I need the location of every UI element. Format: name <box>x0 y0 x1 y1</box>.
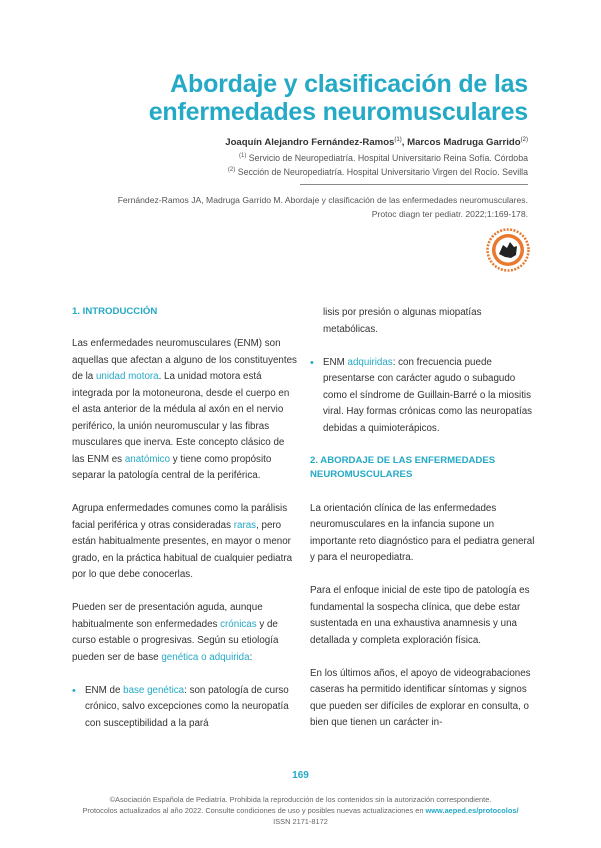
bullet-continuation: lisis por presión o algunas miopatías metabólicas. <box>323 307 482 335</box>
citation-line-1: Fernández-Ramos JA, Madruga Garrido M. Abordaje y clasificación de las enfermedades neuromusculares. <box>117 195 528 205</box>
citation-line-2: Protoc diagn ter pediatr. 2022;1:169-178. <box>371 209 528 219</box>
footer-link-aeped[interactable]: www.aeped.es/protocolos/ <box>425 806 519 815</box>
author-1-sup: (1) <box>394 137 402 143</box>
keyword-genetica-adquirida: genética o adquirida <box>161 651 250 663</box>
text-run: ENM de <box>85 684 124 696</box>
footer-copyright: ©Asociación Española de Pediatría. Prohibida la reproducción de los contenidos sin la autorización correspondiente. <box>109 795 492 804</box>
footer-protocols <box>0 806 601 815</box>
footer-issn: ISSN 2171-8172 <box>273 817 328 826</box>
text-run: y tiene como propósito separar la patología central de la periférica. <box>72 453 272 481</box>
keyword-base-genetica: base genética <box>123 684 185 696</box>
author-1: Joaquín Alejandro Fernández-Ramos <box>225 137 395 149</box>
text-run: . La unidad motora está integrada por la motoneurona, desde el cuerpo en el asta anterior de la médula al axón en el nervio periférico, la unión neuromuscular y las fibras musculares que inerva. Este concepto clásico de las ENM es <box>72 371 290 465</box>
paragraph <box>72 501 297 584</box>
affiliation-2 <box>58 167 528 177</box>
header-divider <box>300 184 528 185</box>
section-heading-abordaje: 2. ABORDAJE DE LAS ENFERMEDADES NEUROMUSCULARES <box>310 454 496 480</box>
paragraph <box>72 600 297 666</box>
authors-line <box>58 137 528 148</box>
author-separator: , <box>401 137 408 149</box>
text-run: Pueden ser de presentación aguda, aunque habitualmente son enfermedades <box>72 602 263 630</box>
paragraph: La orientación clínica de las enfermedades neuromusculares en la infancia supone un importante reto diagnóstico para el pediatra general y para el neuropediatra. <box>310 502 535 563</box>
text-run: ENM <box>323 356 348 368</box>
keyword-adquiridas: adquiridas <box>347 356 393 368</box>
affiliation-2-sup: (2) <box>227 167 236 174</box>
author-2: Marcos Madruga Garrido <box>407 137 521 149</box>
affiliation-2-text: Sección de Neuropediatría. Hospital Universitario Virgen del Rocío. Sevilla <box>235 167 528 177</box>
footer-text: Protocolos actualizados al año 2022. Consulte condiciones de uso y posibles nuevas actualizaciones en <box>82 806 426 815</box>
section-heading-introduccion: 1. INTRODUCCIÓN <box>72 306 158 317</box>
bullet-item-genetica <box>72 683 297 733</box>
text-run: : con frecuencia puede presentarse con carácter agudo o subagudo como el síndrome de Guillain-Barré o la miositis viral. Hay formas crónicas como las neuropatías debidas a quimioterápicos. <box>323 356 533 434</box>
text-run: Agrupa enfermedades comunes como la parálisis facial periférica y otras consideradas <box>72 503 288 531</box>
page-number: 169 <box>292 770 309 781</box>
left-column <box>72 305 297 749</box>
bullet-icon: • <box>72 684 76 697</box>
author-2-sup: (2) <box>520 137 528 143</box>
aeped-seal-icon <box>486 228 530 272</box>
paragraph <box>72 336 297 485</box>
keyword-anatomico: anatómico <box>124 453 171 465</box>
bullet-icon: • <box>310 356 314 369</box>
citation-block <box>58 193 528 221</box>
right-column <box>310 305 535 748</box>
paragraph: Para el enfoque inicial de este tipo de patología es fundamental la sospecha clínica, que debe estar sustentada en una exhaustiva anamnesis y una detallada y completa exploración física. <box>310 585 530 646</box>
text-run: : son patología de curso crónico, salvo excepciones como la neuropatía con susceptibilidad a la pará <box>85 684 289 729</box>
keyword-cronicas: crónicas <box>220 618 257 630</box>
affiliation-1-sup: (1) <box>239 153 247 160</box>
keyword-raras: raras <box>233 519 257 531</box>
paragraph: En los últimos años, el apoyo de videograbaciones caseras ha permitido identificar síntomas y signos que pueden ser difíciles de explorar en consulta, o bien que tienen un carácter in- <box>310 667 531 728</box>
text-run: : <box>249 651 253 663</box>
keyword-unidad-motora: unidad motora <box>95 371 159 382</box>
text-run: , pero están habitualmente presentes, en mayor o menor grado, en la práctica habitual de cualquier pediatra por lo que debe conocerlas. <box>72 519 293 580</box>
text-run: Las enfermedades neuromusculares (ENM) son aquellas que afectan a alguno de los constituyentes de la <box>72 338 297 382</box>
affiliation-1-text: Servicio de Neuropediatría. Hospital Universitario Reina Sofía. Córdoba <box>246 153 528 163</box>
affiliation-1 <box>58 153 528 163</box>
text-run: y de curso estable o progresivas. Según su etiología pueden ser de base <box>72 618 279 663</box>
bullet-item-adquiridas <box>310 355 535 438</box>
article-title: Abordaje y clasificación de las enfermedades neuromusculares <box>148 70 528 126</box>
